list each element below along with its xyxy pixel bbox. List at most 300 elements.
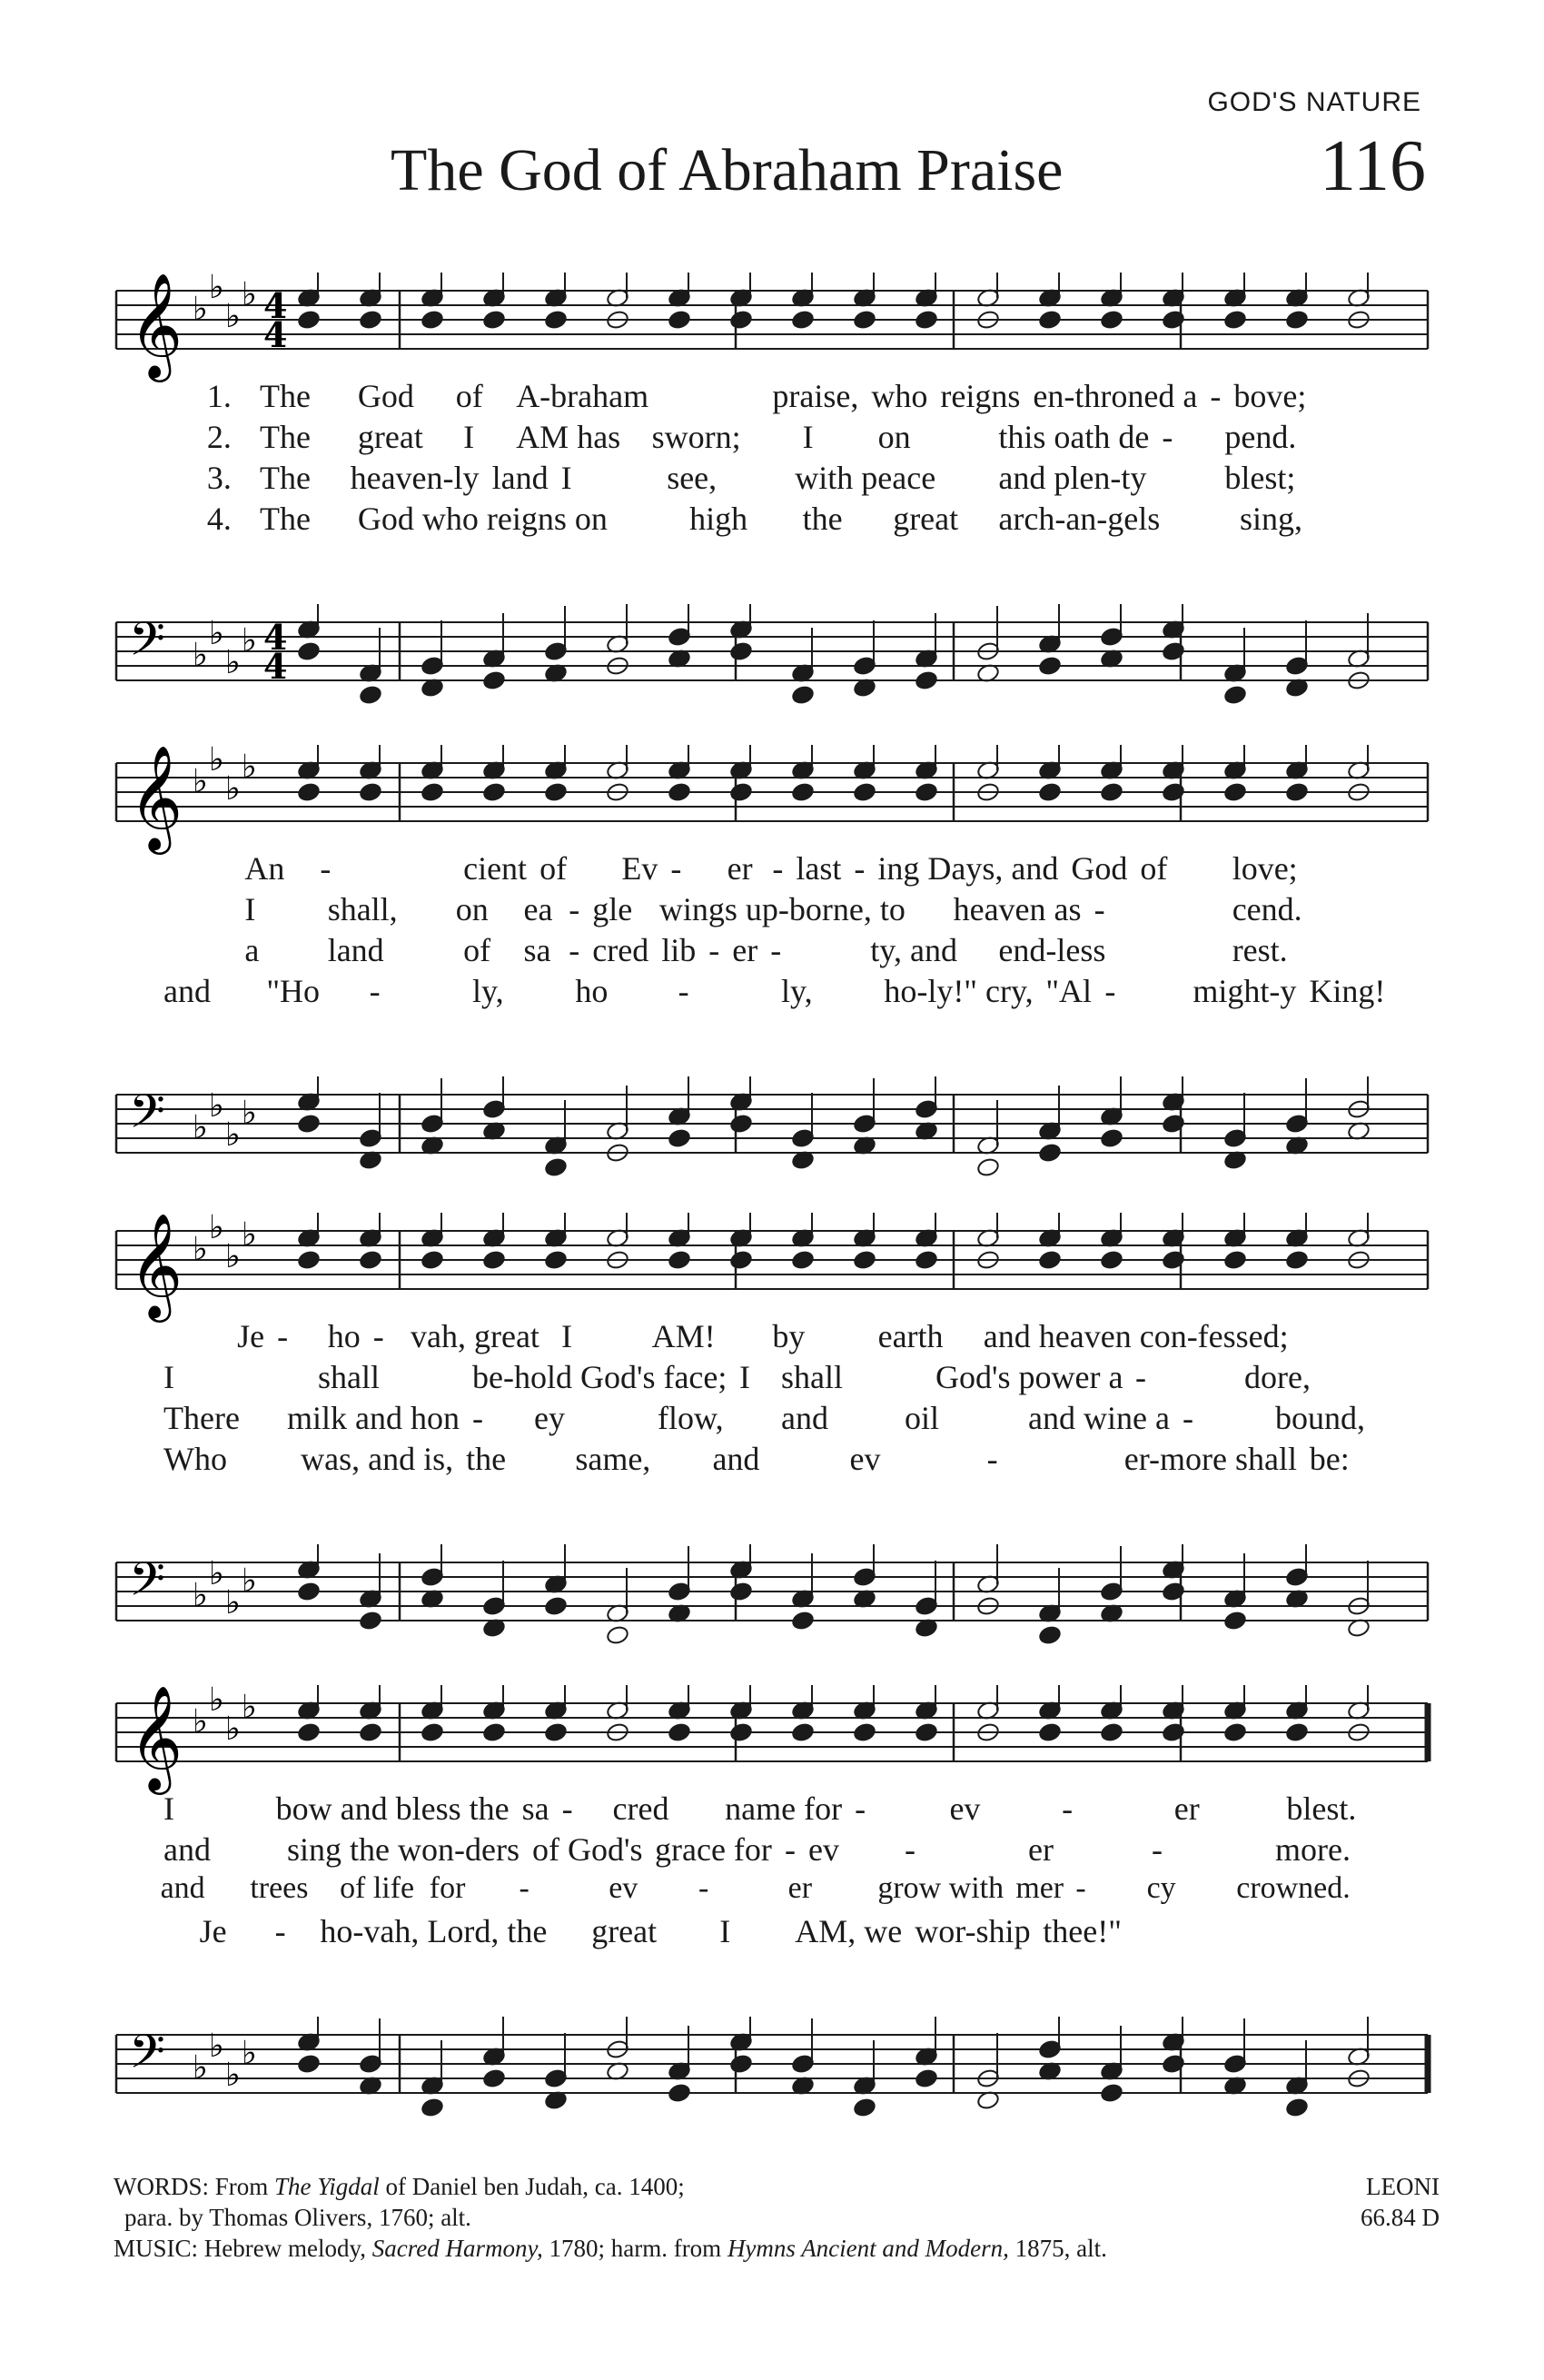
notehead [359,1611,382,1631]
lyric-syllable: of [1140,850,1168,887]
lyric-syllable: - [986,1441,998,1477]
notehead [668,310,691,331]
lyric-syllable: cred [592,932,649,968]
lyric-syllable: er [732,932,758,968]
key-flat-icon: ♭ [242,276,257,313]
key-flat-icon: ♭ [209,1087,224,1125]
lyric-syllable: oil [905,1400,940,1436]
notehead [791,310,815,331]
lyric-syllable: - [1075,1871,1086,1905]
lyric-syllable: gle [592,891,633,927]
lyric-syllable: land [491,460,549,496]
notehead [297,1582,321,1602]
lyric-syllable: I [719,1913,731,1949]
lyric-syllable: AM! [651,1318,716,1354]
notehead [606,1625,629,1646]
lyric-syllable: 1. [206,378,232,414]
time-signature: 4 [263,646,288,687]
lyric-syllable: mer [1015,1871,1064,1905]
lyric-syllable: this oath de [998,419,1150,455]
lyric-syllable: cred [612,1790,669,1827]
lyric-syllable: wor-ship [915,1913,1031,1949]
lyric-syllable: - [561,1790,573,1827]
notehead [359,782,382,803]
notehead [544,1157,568,1178]
notehead [853,2097,876,2118]
bass-clef-icon: 𝄢 [129,1552,165,1618]
notehead [1038,310,1062,331]
verse-4-line [109,1440,1435,1480]
bass-staff [109,1058,1435,1195]
lyric-syllable: - [854,850,866,887]
lyric-syllable: - [1104,973,1116,1009]
notehead [791,1722,815,1743]
lyric-syllable: The [260,460,311,496]
lyric-syllable: - [698,1871,709,1905]
lyric-syllable: er [1028,1831,1054,1868]
key-flat-icon: ♭ [225,770,241,808]
lyric-syllable: cend. [1232,891,1302,927]
notehead [915,1722,938,1743]
treble-staff [109,254,1435,391]
music-harm: 1780; harm. from [549,2235,722,2262]
lyric-syllable: cy [1146,1871,1176,1905]
lyric-syllable: name for [725,1790,843,1827]
notehead [297,1250,321,1271]
notehead [791,685,815,706]
lyric-syllable: shall [781,1359,843,1395]
lyric-syllable: flow, [658,1400,724,1436]
notehead [668,1722,691,1743]
lyric-syllable: last [796,850,842,887]
notehead [421,782,444,803]
notehead [1038,1250,1062,1271]
words-author: of Daniel ben Judah, ca. 1400; [385,2173,685,2200]
notehead [297,1722,321,1743]
lyric-syllable: heaven-ly [350,460,480,496]
notehead [1223,685,1247,706]
notehead [791,1250,815,1271]
key-flat-icon: ♭ [225,1711,241,1748]
notehead [729,1250,753,1271]
lyric-syllable: The [260,501,311,537]
time-signature: 4 [263,314,288,355]
lyric-syllable: land [327,932,384,968]
lyric-syllable: praise, [772,378,859,414]
lyric-syllable: for [429,1871,466,1905]
lyric-syllable: - [770,932,782,968]
lyric-syllable: - [1135,1359,1146,1395]
lyric-syllable: and wine a [1028,1400,1170,1436]
lyric-syllable: and [712,1441,760,1477]
lyric-syllable: God [357,378,414,414]
lyric-syllable: of [539,850,568,887]
lyric-syllable: 4. [206,501,232,537]
lyric-syllable: - [1162,419,1173,455]
lyric-syllable: er-more shall [1123,1441,1297,1477]
notehead [853,1722,876,1743]
notehead [1100,2083,1123,2104]
key-flat-icon: ♭ [225,1584,241,1621]
lyric-syllable: great [591,1913,658,1949]
key-flat-icon: ♭ [242,749,257,786]
notehead [297,310,321,331]
lyric-syllable: God [1071,850,1128,887]
lyric-syllable: God who reigns on [357,501,608,537]
notehead [544,1722,568,1743]
lyric-syllable: blest; [1224,460,1296,496]
lyric-syllable: sing, [1240,501,1303,537]
lyric-syllable: King! [1309,973,1386,1009]
time-signature: 4 [263,617,288,658]
notehead [482,670,506,691]
key-flat-icon: ♭ [225,1116,241,1154]
key-flat-icon: ♭ [242,2035,257,2072]
lyric-syllable: trees [250,1871,309,1905]
lyric-syllable: - [1062,1790,1074,1827]
lyric-syllable: sworn; [651,419,741,455]
notehead [668,1250,691,1271]
lyric-syllable: ho-vah, Lord, the [320,1913,548,1949]
lyric-syllable: be-hold God's face; [472,1359,727,1395]
key-flat-icon: ♭ [225,1238,241,1275]
lyric-syllable: Je [237,1318,265,1354]
lyric-syllable: I [163,1359,174,1395]
lyric-syllable: of God's [532,1831,643,1868]
music-source: Sacred Harmony, [371,2235,543,2262]
music-alt: 1875, alt. [1014,2235,1107,2262]
verse-2-line [109,890,1435,930]
notehead [729,310,753,331]
notehead [482,1722,506,1743]
lyric-syllable: AM, we [795,1913,903,1949]
lyric-syllable: and plen-ty [998,460,1147,496]
key-flat-icon: ♭ [193,1109,208,1146]
lyric-syllable: - [708,932,720,968]
lyric-syllable: great [357,419,423,455]
lyric-syllable: ly, [472,973,504,1009]
lyric-syllable: heaven as [953,891,1082,927]
lyric-syllable: a [244,932,260,968]
notehead [1100,1128,1123,1149]
lyric-syllable: milk and hon [287,1400,460,1436]
lyric-syllable: ho [327,1318,361,1354]
hymn-number: 116 [1319,126,1426,206]
key-flat-icon: ♭ [193,637,208,674]
lyric-syllable: - [1183,1400,1193,1436]
notehead [544,310,568,331]
key-flat-icon: ♭ [193,1577,208,1614]
lyric-syllable: - [855,1790,866,1827]
verse-4-line [109,972,1435,1012]
notehead [1223,1611,1247,1631]
lyric-syllable: and heaven con-fessed; [983,1318,1289,1354]
key-flat-icon: ♭ [193,291,208,328]
lyric-syllable: of [455,378,483,414]
time-signature: 4 [263,285,288,326]
lyric-syllable: The [260,378,311,414]
notehead [915,1250,938,1271]
verse-1-line [109,377,1435,417]
tune-meter: 66.84 D [1361,2204,1440,2231]
music-label: MUSIC: [114,2235,199,2262]
bass-staff [109,1998,1435,2135]
notehead [1223,310,1247,331]
lyric-syllable: I [739,1359,750,1395]
notehead [1038,782,1062,803]
verse-3-line [109,931,1435,971]
lyric-syllable: Ev [621,850,658,887]
lyric-syllable: - [369,973,381,1009]
lyric-syllable: who [871,378,928,414]
verse-2-line [109,1830,1435,1870]
lyric-syllable: arch-an-gels [998,501,1161,537]
lyric-syllable: high [689,501,748,537]
lyric-syllable: er [727,850,753,887]
lyric-syllable: AM has [516,419,621,455]
key-flat-icon: ♭ [193,2049,208,2087]
lyric-syllable: sa [521,1790,549,1827]
lyric-syllable: same, [575,1441,651,1477]
lyric-syllable: ly, [781,973,813,1009]
key-flat-icon: ♭ [209,1555,224,1592]
notehead [482,1250,506,1271]
lyric-syllable: grow with [877,1871,1005,1905]
notehead [915,670,938,691]
treble-clef-icon: 𝄞 [129,744,183,850]
lyric-syllable: and [781,1400,828,1436]
notehead [1100,1250,1123,1271]
lyric-syllable: - [320,850,332,887]
lyric-syllable: end-less [998,932,1106,968]
notehead [729,2054,753,2075]
notehead [1038,1625,1062,1646]
notehead [482,782,506,803]
lyric-syllable: 3. [206,460,232,496]
notehead [359,1722,382,1743]
notehead [359,685,382,706]
notehead [1038,656,1062,677]
notehead [915,310,938,331]
words-from: From [214,2173,269,2200]
lyric-syllable: - [772,850,784,887]
lyric-syllable: reigns [940,378,1021,414]
key-flat-icon: ♭ [209,1209,224,1246]
notehead [1285,310,1309,331]
lyric-syllable: ho-ly!" cry, [884,973,1034,1009]
lyric-syllable: - [1094,891,1105,927]
lyric-syllable: A-braham [516,378,649,414]
lyric-syllable: with peace [795,460,936,496]
lyric-syllable: - [274,1913,286,1949]
notehead [1038,1722,1062,1743]
lyric-syllable: blest. [1286,1790,1357,1827]
notehead [791,1611,815,1631]
lyric-syllable: might-y [1193,973,1297,1009]
verse-1-line [109,1317,1435,1357]
lyric-syllable: Who [163,1441,227,1477]
notehead [359,1250,382,1271]
notehead [1285,1250,1309,1271]
lyric-syllable: love; [1232,850,1298,887]
lyric-syllable: bove; [1233,378,1307,414]
notehead [668,1128,691,1149]
notehead [421,2097,444,2118]
notehead [421,1722,444,1743]
bass-clef-icon: 𝄢 [129,611,165,678]
notehead [421,310,444,331]
lyric-syllable: see, [667,460,718,496]
key-flat-icon: ♭ [193,1703,208,1740]
key-flat-icon: ♭ [242,1095,257,1132]
lyric-syllable: Je [199,1913,227,1949]
verse-1-line [109,1790,1435,1830]
verse-3-line [109,1399,1435,1439]
bass-staff [109,1526,1435,1662]
notehead [853,1250,876,1271]
lyric-syllable: earth [877,1318,944,1354]
verse-2-line [109,1358,1435,1398]
notehead [1285,1722,1309,1743]
lyric-syllable: - [1210,378,1222,414]
words-credit [114,2171,685,2202]
lyric-syllable: was, and is, [301,1441,454,1477]
notehead [1223,1250,1247,1271]
lyric-syllable: on [455,891,489,927]
hymn-title: The God of Abraham Praise [391,137,1064,203]
notehead [482,2068,506,2089]
key-flat-icon: ♭ [209,1681,224,1719]
notehead [544,1596,568,1617]
notehead [1285,2097,1309,2118]
lyric-syllable: - [372,1318,384,1354]
lyric-syllable: ev [949,1790,981,1827]
lyric-syllable: I [802,419,814,455]
notehead [297,2054,321,2075]
lyric-syllable: bow and bless the [275,1790,510,1827]
key-flat-icon: ♭ [225,644,241,681]
lyric-syllable: ev [609,1871,638,1905]
notehead [421,1250,444,1271]
verse-2-line [109,418,1435,458]
notehead [297,1114,321,1135]
lyric-syllable: shall [318,1359,380,1395]
lyric-syllable: the [466,1441,507,1477]
notehead [729,782,753,803]
lyric-syllable: cient [463,850,528,887]
lyric-syllable: - [569,932,580,968]
lyric-syllable: bound, [1275,1400,1365,1436]
key-flat-icon: ♭ [209,741,224,778]
notehead [1223,1722,1247,1743]
lyric-syllable: pend. [1224,419,1297,455]
notehead [482,310,506,331]
notehead [729,1582,753,1602]
lyric-syllable: I [244,891,256,927]
notehead [1223,782,1247,803]
lyric-syllable: wings up-borne, to [658,891,906,927]
lyric-syllable: ho [575,973,609,1009]
lyric-syllable: be: [1309,1441,1350,1477]
music-harm-source: Hymns Ancient and Modern, [727,2235,1009,2262]
lyric-syllable: by [772,1318,806,1354]
lyric-syllable: - [905,1831,916,1868]
key-flat-icon: ♭ [209,269,224,306]
notehead [544,782,568,803]
notehead [915,782,938,803]
tune-name: LEONI [1366,2173,1440,2200]
key-flat-icon: ♭ [209,2028,224,2065]
key-flat-icon: ♭ [242,622,257,659]
treble-clef-icon: 𝄞 [129,1684,183,1790]
lyric-syllable: - [277,1318,289,1354]
key-flat-icon: ♭ [209,615,224,652]
music-credit [114,2233,1107,2264]
lyric-syllable: sa [523,932,551,968]
treble-staff [109,1195,1435,1331]
lyric-syllable: of [463,932,491,968]
lyric-syllable: - [678,973,689,1009]
lyric-syllable: en-throned a [1033,378,1198,414]
lyric-syllable: God's power a [935,1359,1123,1395]
key-flat-icon: ♭ [193,763,208,800]
notehead [915,2068,938,2089]
lyric-syllable: I [463,419,475,455]
notehead [359,310,382,331]
notehead [1100,782,1123,803]
key-flat-icon: ♭ [242,1689,257,1726]
bass-clef-icon: 𝄢 [129,1084,165,1150]
key-flat-icon: ♭ [225,298,241,335]
treble-clef-icon: 𝄞 [129,1212,183,1318]
lyric-syllable: and [163,1831,211,1868]
lyric-syllable: ea [523,891,553,927]
lyric-syllable: on [877,419,911,455]
lyric-syllable: and [160,1871,205,1905]
verse-4-line [109,500,1435,540]
lyric-syllable: ey [534,1400,565,1436]
lyric-syllable: - [785,1831,796,1868]
lyric-syllable: er [1173,1790,1200,1827]
lyric-syllable: crowned. [1236,1871,1351,1905]
lyric-syllable: "Al [1045,973,1093,1009]
words-label: WORDS: [114,2173,210,2200]
lyric-syllable: more. [1275,1831,1351,1868]
lyric-syllable: thee!" [1043,1913,1122,1949]
key-flat-icon: ♭ [225,2057,241,2094]
notehead [1100,310,1123,331]
key-flat-icon: ♭ [193,1231,208,1268]
notehead [297,641,321,662]
lyric-syllable: lib [661,932,697,968]
lyric-syllable: An [244,850,285,887]
lyric-syllable: There [163,1400,240,1436]
treble-staff [109,1667,1435,1803]
notehead [729,1114,753,1135]
lyric-syllable: - [472,1400,483,1436]
notehead [853,782,876,803]
lyric-syllable: ty, and [870,932,957,968]
lyric-syllable: er [787,1871,813,1905]
verse-1-line [109,849,1435,889]
key-flat-icon: ♭ [242,1216,257,1254]
lyric-syllable: "Ho [266,973,321,1009]
notehead [544,1250,568,1271]
notehead [668,782,691,803]
lyric-syllable: rest. [1232,932,1288,968]
words-paraphrase: para. by Thomas Olivers, 1760; alt. [124,2204,471,2231]
lyric-syllable: vah, great [411,1318,539,1354]
